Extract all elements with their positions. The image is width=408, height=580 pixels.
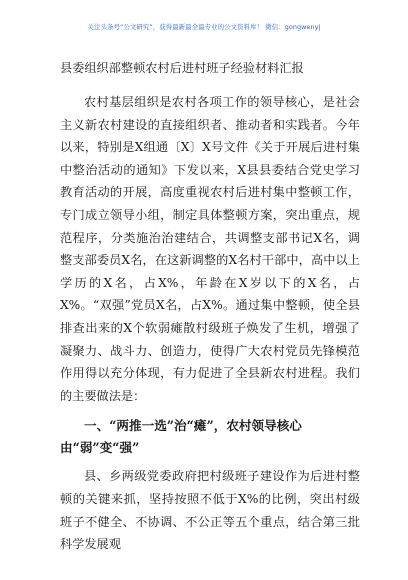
top-banner[interactable]: 关注头条号“公文研究”，获得最新最全最专业的公文资料库！ 微信：gongwenyj	[87, 23, 321, 31]
section-heading: 一、“两推一选”治“瘫”，农村领导核心由“弱”变“强”	[60, 418, 302, 456]
body-paragraph: 县、乡两级党委政府把村级班子建设作为后进村整顿的关键来抓，坚持按照不低于X%的比例，突出村级班子不健全、不协调、不公正等五个重点，结合第三批科学发展观	[60, 469, 360, 552]
document-title: 县委组织部整顿农村后进村班子经验材料汇报	[60, 61, 304, 75]
document-page	[60, 60, 360, 556]
body-paragraph: 农村基层组织是农村各项工作的领导核心，是社会主义新农村建设的直接组织者、推动者和实践者。今年以来，特别是X组通〔X〕X号文件《关于开展后进村集中整治活动的通知》下发以来，X县县委结合党史学习教育活动的开展，高度重视农村后进村集中整顿工作，专门成立领导小组，制定具体整顿方案，突出重点，规范程序，分类施治治建结合，共调整支部书记X名，调整支部委员X名，在这新调整的X名村干部中，高中以上学历的X名，占X%，年龄在X岁以下的X名，占X%。“双强”党员X名，占X%。通过集中整顿，使全县排查出来的X个软弱瘫散村级班子焕发了生机，增强了凝聚力、战斗力、创造力，使得广大农村党员先锋模范作用得以充分体现，有力促进了全县新农村进程。我们的主要做法是：	[60, 95, 360, 403]
